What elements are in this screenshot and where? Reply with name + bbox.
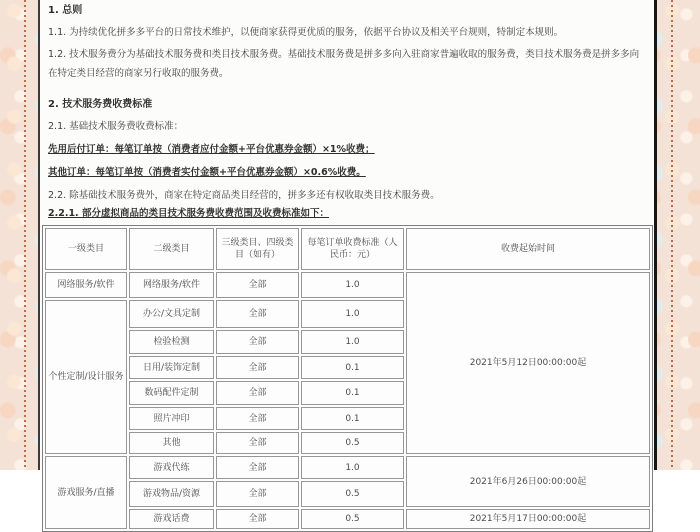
- document-page: [38, 0, 657, 524]
- stitch-line-left: [24, 0, 26, 470]
- cell-level3: 全部: [216, 509, 299, 529]
- col-header-level1-category: 一级类目: [45, 228, 127, 270]
- clause-1-1: 1.1. 为持续优化拼多多平台的日常技术维护，以便商家获得更优质的服务，依据平台协议及相关平台规则，特制定本规则。: [48, 27, 564, 38]
- col-header-fee-start-time: 收费起始时间: [406, 228, 650, 270]
- cell-level3: 全部: [216, 356, 299, 379]
- clause-2-2: 2.2. 除基础技术服务费外，商家在特定商品类目经营的，拼多多还有权收取类目技术服务费。: [48, 190, 440, 201]
- col-header-level3-level4-category: 三级类目、四级类目（如有）: [216, 228, 299, 270]
- cell-level2: 游戏代练: [129, 456, 214, 479]
- section-2-heading: 2. 技术服务费收费标准: [48, 99, 153, 110]
- cell-level1-group: 游戏服务/直播: [45, 456, 127, 529]
- cell-level3: 全部: [216, 330, 299, 354]
- cell-fee: 0.5: [301, 481, 404, 507]
- clause-1-2: 1.2. 技术服务费分为基础技术服务费和类目技术服务费。基础技术服务费是拼多多向入驻商家普遍收取的服务费，类目技术服务费是拼多多向在特定类目经营的商家另行收取的服务费。: [48, 49, 640, 79]
- cell-level3: 全部: [216, 300, 299, 328]
- cell-fee: 0.1: [301, 356, 404, 379]
- cell-level1-group: 个性定制/设计服务: [45, 300, 127, 454]
- rule-first-use-orders: 先用后付订单：每笔订单按（消费者应付金额+平台优惠券金额）×1%收费；: [48, 144, 375, 155]
- cell-level2: 检验检测: [129, 330, 214, 354]
- category-fee-table: [42, 225, 653, 532]
- cell-level3: 全部: [216, 481, 299, 507]
- cell-level2: 网络服务/软件: [129, 272, 214, 298]
- cell-level2: 照片冲印: [129, 407, 214, 430]
- table-row: [45, 509, 650, 529]
- cell-fee: 1.0: [301, 330, 404, 354]
- cell-level2: 日用/装饰定制: [129, 356, 214, 379]
- cell-level2: 游戏话费: [129, 509, 214, 529]
- table-row: [45, 456, 650, 479]
- cell-fee: 0.1: [301, 381, 404, 405]
- cell-fee-start-date-group: 2021年5月17日00:00:00起: [406, 509, 650, 529]
- cell-fee: 0.5: [301, 509, 404, 529]
- cell-level3: 全部: [216, 381, 299, 405]
- table-header-row: [45, 228, 650, 270]
- rule-other-orders: 其他订单：每笔订单按（消费者实付金额+平台优惠券金额）×0.6%收费。: [48, 167, 366, 178]
- clause-2-1: 2.1. 基础技术服务费收费标准：: [48, 121, 184, 132]
- cell-fee: 0.5: [301, 432, 404, 454]
- cell-level3: 全部: [216, 456, 299, 479]
- cell-fee: 1.0: [301, 456, 404, 479]
- cell-level3: 全部: [216, 407, 299, 430]
- document-body: [40, 0, 654, 532]
- cell-level3: 全部: [216, 432, 299, 454]
- cell-fee: 1.0: [301, 272, 404, 298]
- cell-fee: 0.1: [301, 407, 404, 430]
- cell-level2: 办公/文具定制: [129, 300, 214, 328]
- cell-fee-start-date-group: 2021年6月26日00:00:00起: [406, 456, 650, 507]
- cell-level2: 其他: [129, 432, 214, 454]
- section-1-heading: 1. 总则: [48, 5, 83, 16]
- clause-2-2-1-heading: 2.2.1. 部分虚拟商品的类目技术服务费收费范围及收费标准如下：: [48, 208, 329, 219]
- stitch-line-right: [671, 0, 673, 470]
- cell-level1-group: 网络服务/软件: [45, 272, 127, 298]
- cell-fee-start-date-group: 2021年5月12日00:00:00起: [406, 272, 650, 454]
- cell-fee: 1.0: [301, 300, 404, 328]
- cell-level3: 全部: [216, 272, 299, 298]
- col-header-level2-category: 二级类目: [129, 228, 214, 270]
- col-header-fee-per-order: 每笔订单收费标准（人民币：元）: [301, 228, 404, 270]
- cell-level2: 数码配件定制: [129, 381, 214, 405]
- cell-level2: 游戏物品/资源: [129, 481, 214, 507]
- table-row: [45, 272, 650, 298]
